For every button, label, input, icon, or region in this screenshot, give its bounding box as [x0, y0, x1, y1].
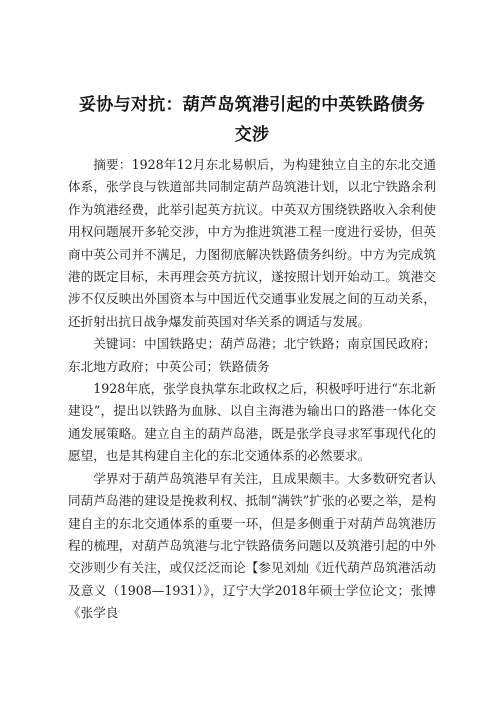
- body-paragraph-2: 学界对于葫芦岛筑港早有关注，且成果颇丰。大多数研究者认同葫芦岛港的建设是挽救利权、抵制“满铁”扩张的必要之举，是构建自主的东北交通体系的重要一环，但是多侧重于对葫芦岛筑港历程的梳理，对葫芦岛筑港与北宁铁路债务问题以及筑港引起的中外交涉则少有关注，或仅泛泛而论【参见刘灿《近代葫芦岛筑港活动及意义（1908—1931）》，辽宁大学2018年硕士学位论文；张博《张学良: [68, 470, 436, 621]
- body-paragraph-1: 1928年底，张学良执掌东北政权之后，积极呼吁进行“东北新建设”，提出以铁路为血脉、以自主海港为输出口的路港一体化交通发展策略。建立自主的葫芦岛港，既是张学良寻求军事现代化的愿望，也是其构建自主化的东北交通体系的必然要求。: [68, 381, 436, 464]
- document-title: [68, 90, 436, 150]
- abstract-paragraph: 摘要：1928年12月东北易帜后，为构建独立自主的东北交通体系，张学良与铁道部共同制定葫芦岛筑港计划，以北宁铁路余利作为筑港经费，此举引起英方抗议。中英双方围绕铁路收入余利使用权问题展开多轮交涉，中方为推进筑港工程一度进行妥协，但英商中英公司并不满足，力图彻底解决铁路债务纠纷。中方为完成筑港的既定目标，未再理会英方抗议，遂按照计划开始动工。筑港交涉不仅反映出外国资本与中国近代交通事业发展之间的互动关系，还折射出抗日战争爆发前英国对华关系的调适与发展。: [68, 157, 436, 329]
- title-line-2: 交涉: [234, 125, 270, 145]
- keywords-paragraph: 关键词：中国铁路史；葫芦岛港；北宁铁路；南京国民政府；东北地方政府；中英公司；铁路债务: [68, 336, 436, 374]
- title-line-1: 妥协与对抗：葫芦岛筑港引起的中英铁路债务: [79, 95, 425, 115]
